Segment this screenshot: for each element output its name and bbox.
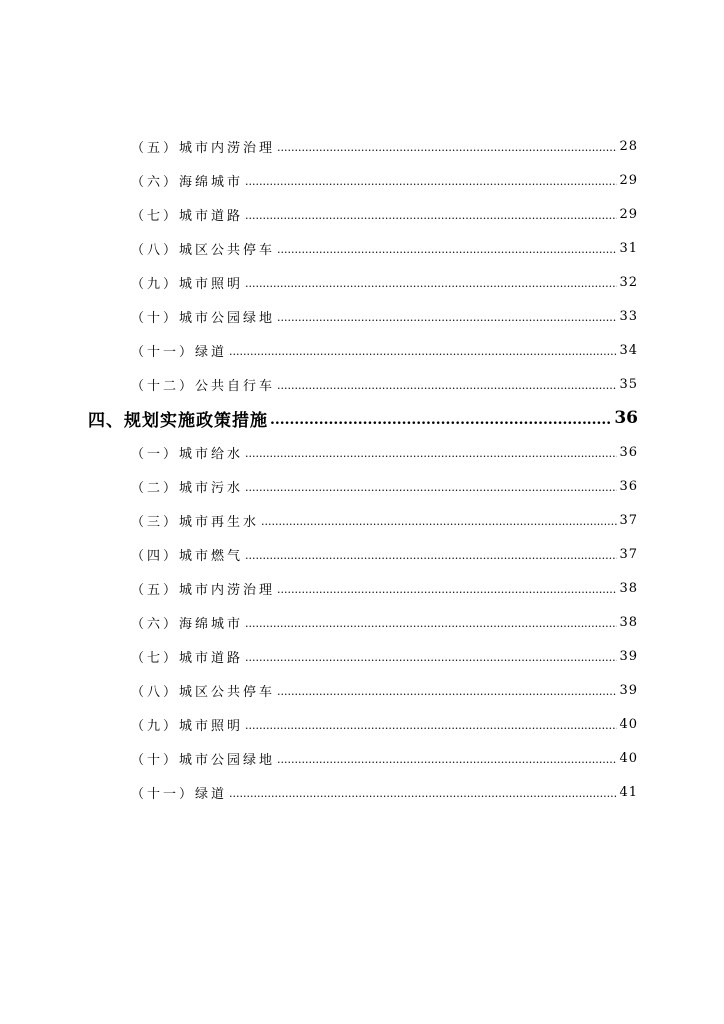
- toc-entry[interactable]: [0, 231, 724, 265]
- toc-entry-label: （五）城市内涝治理: [131, 582, 276, 598]
- toc-entry-label: （五）城市内涝治理: [131, 140, 276, 156]
- toc-entry-label: （八）城区公共停车: [131, 242, 276, 258]
- toc-dot-leader: [277, 242, 617, 257]
- toc-entry-label: （六）海绵城市: [131, 174, 244, 190]
- toc-dot-leader: [277, 378, 617, 393]
- toc-dot-leader: [245, 718, 617, 733]
- toc-entry-page: 31: [619, 240, 638, 256]
- toc-entry[interactable]: [0, 333, 724, 367]
- toc-entry[interactable]: [0, 469, 724, 503]
- toc-entry[interactable]: [0, 265, 724, 299]
- toc-dot-leader: [229, 344, 617, 359]
- toc-dot-leader: [261, 514, 617, 529]
- toc-entry-page: 40: [619, 750, 638, 766]
- toc-entry-label: （十一）绿道: [131, 786, 228, 802]
- toc-entry-page: 37: [619, 512, 638, 528]
- toc-dot-leader: [277, 752, 617, 767]
- toc-entry-page: 33: [619, 308, 638, 324]
- toc-dot-leader: [277, 582, 617, 597]
- toc-chapter-label: 四、规划实施政策措施: [88, 410, 268, 431]
- toc-dot-leader: [277, 140, 617, 155]
- toc-entry-label: （八）城区公共停车: [131, 684, 276, 700]
- toc-entry-label: （九）城市照明: [131, 276, 244, 292]
- toc-entry-label: （三）城市再生水: [131, 514, 260, 530]
- toc-entry[interactable]: [0, 299, 724, 333]
- toc-dot-leader: [277, 684, 617, 699]
- toc-entry-page: 29: [619, 206, 638, 222]
- toc-dot-leader: [245, 548, 617, 563]
- toc-entry-page: 39: [619, 682, 638, 698]
- toc-dot-leader: [245, 174, 617, 189]
- toc-entry-label: （一）城市给水: [131, 446, 244, 462]
- toc-dot-leader: [245, 208, 617, 223]
- toc-entry-page: 37: [619, 546, 638, 562]
- toc-entry-label: （十）城市公园绿地: [131, 752, 276, 768]
- toc-entry[interactable]: [0, 435, 724, 469]
- toc-entry-page: 36: [619, 444, 638, 460]
- toc-entry[interactable]: [0, 605, 724, 639]
- toc-entry-page: 40: [619, 716, 638, 732]
- toc-dot-leader: [245, 650, 617, 665]
- toc-entry-label: （六）海绵城市: [131, 616, 244, 632]
- toc-entry[interactable]: [0, 741, 724, 775]
- toc-entry[interactable]: [0, 639, 724, 673]
- toc-dot-leader: [245, 480, 617, 495]
- toc-entry-label: （七）城市道路: [131, 650, 244, 666]
- toc-entry-page: 41: [619, 784, 638, 800]
- toc-entry-page: 28: [619, 138, 638, 154]
- toc-entry-label: （九）城市照明: [131, 718, 244, 734]
- table-of-contents: [0, 129, 724, 809]
- toc-dot-leader: [245, 446, 617, 461]
- toc-entry-label: （七）城市道路: [131, 208, 244, 224]
- toc-entry-label: （二）城市污水: [131, 480, 244, 496]
- toc-entry-page: 36: [619, 478, 638, 494]
- toc-entry[interactable]: [0, 129, 724, 163]
- toc-entry[interactable]: [0, 163, 724, 197]
- toc-entry-label: （十二）公共自行车: [131, 378, 276, 394]
- toc-entry-page: 39: [619, 648, 638, 664]
- toc-dot-leader: [229, 786, 617, 801]
- toc-entry-label: （四）城市燃气: [131, 548, 244, 564]
- toc-entry[interactable]: [0, 197, 724, 231]
- toc-chapter-entry[interactable]: [0, 401, 724, 435]
- toc-chapter-page: 36: [614, 408, 638, 428]
- toc-entry-label: （十）城市公园绿地: [131, 310, 276, 326]
- toc-entry-page: 38: [619, 614, 638, 630]
- toc-entry[interactable]: [0, 367, 724, 401]
- toc-entry[interactable]: [0, 571, 724, 605]
- toc-dot-leader: [270, 409, 612, 429]
- toc-entry-page: 29: [619, 172, 638, 188]
- toc-entry[interactable]: [0, 673, 724, 707]
- toc-entry-page: 38: [619, 580, 638, 596]
- toc-entry-page: 34: [619, 342, 638, 358]
- toc-entry-label: （十一）绿道: [131, 344, 228, 360]
- toc-entry[interactable]: [0, 707, 724, 741]
- toc-dot-leader: [245, 276, 617, 291]
- toc-entry-page: 32: [619, 274, 638, 290]
- toc-dot-leader: [277, 310, 617, 325]
- toc-dot-leader: [245, 616, 617, 631]
- toc-entry[interactable]: [0, 775, 724, 809]
- toc-entry[interactable]: [0, 537, 724, 571]
- toc-entry-page: 35: [619, 376, 638, 392]
- toc-entry[interactable]: [0, 503, 724, 537]
